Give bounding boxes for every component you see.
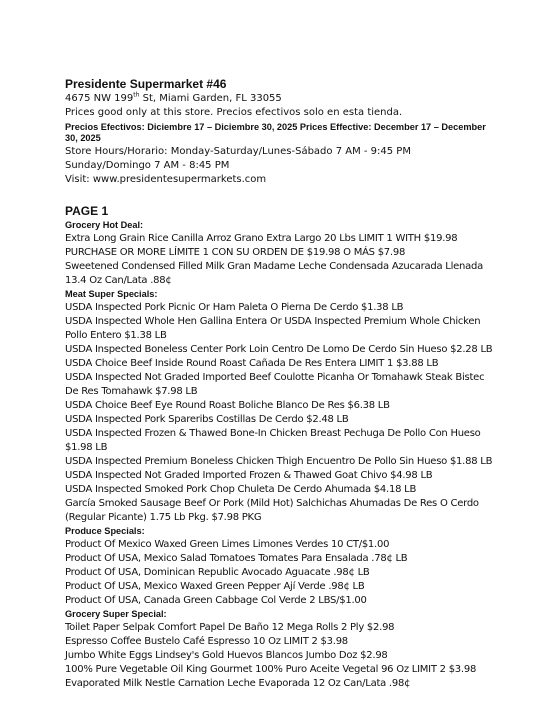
deal-item: USDA Inspected Frozen & Thawed Bone-In Chicken Breast Pechuga De Pollo Con Hueso $1.98 LB bbox=[65, 428, 481, 453]
store-name: Presidente Supermarket #46 bbox=[65, 77, 227, 91]
deal-item: Product Of USA, Mexico Waxed Green Pepper Ají Verde .98¢ LB bbox=[65, 581, 365, 592]
store-address bbox=[65, 92, 495, 106]
address-street-number: 4675 NW 199 bbox=[65, 93, 134, 104]
section-heading: Produce Specials: bbox=[65, 526, 145, 536]
store-hours: Store Hours/Horario: Monday-Saturday/Lunes-Sábado 7 AM - 9:45 PM Sunday/Domingo 7 AM - 8:45 PM bbox=[65, 146, 411, 171]
deal-item: Product Of USA, Mexico Salad Tomatoes Tomates Para Ensalada .78¢ LB bbox=[65, 553, 408, 564]
deal-item: 100% Pure Vegetable Oil King Gourmet 100% Puro Aceite Vegetal 96 Oz LIMIT 2 $3.98 bbox=[65, 664, 477, 675]
address-ordinal-suffix: th bbox=[133, 91, 140, 99]
deal-item: Evaporated Milk Nestle Carnation Leche Evaporada 12 Oz Can/Lata .98¢ bbox=[65, 678, 411, 689]
deal-item: USDA Inspected Whole Hen Gallina Entera Or USDA Inspected Premium Whole Chicken Pollo Entero $1.38 LB bbox=[65, 316, 481, 341]
deal-item: USDA Inspected Not Graded Imported Frozen & Thawed Goat Chivo $4.98 LB bbox=[65, 470, 433, 481]
deal-item: USDA Inspected Premium Boneless Chicken Thigh Encuentro De Pollo Sin Hueso $1.88 LB bbox=[65, 456, 493, 467]
deal-item: Espresso Coffee Bustelo Café Espresso 10 Oz LIMIT 2 $3.98 bbox=[65, 636, 348, 647]
store-website: Visit: www.presidentesupermarkets.com bbox=[65, 174, 267, 185]
section-heading: Meat Super Specials: bbox=[65, 289, 158, 299]
deal-sections bbox=[65, 220, 495, 691]
section-heading: Grocery Super Special: bbox=[65, 609, 167, 619]
deal-item: Extra Long Grain Rice Canilla Arroz Grano Extra Largo 20 Lbs LIMIT 1 WITH $19.98 PURCHASE OR MORE LÍMITE 1 CON SU ORDEN DE $19.98 O MÁS $7.98 bbox=[65, 233, 458, 258]
deal-item: USDA Inspected Not Graded Imported Beef Coulotte Picanha Or Tomahawk Steak Bistec De Res Tomahawk $7.98 LB bbox=[65, 372, 485, 397]
deal-item: USDA Inspected Pork Spareribs Costillas De Cerdo $2.48 LB bbox=[65, 414, 349, 425]
deal-item: Product Of USA, Dominican Republic Avocado Aguacate .98¢ LB bbox=[65, 567, 370, 578]
deal-item: USDA Choice Beef Eye Round Roast Boliche Blanco De Res $6.38 LB bbox=[65, 400, 390, 411]
page-heading: PAGE 1 bbox=[65, 204, 109, 218]
section-heading: Grocery Hot Deal: bbox=[65, 220, 144, 230]
deal-item: Product Of Mexico Waxed Green Limes Limones Verdes 10 CT/$1.00 bbox=[65, 539, 390, 550]
store-notice: Prices good only at this store. Precios efectivos solo en esta tienda. bbox=[65, 107, 403, 118]
effective-dates: Precios Efectivos: Diciembre 17 – Diciembre 30, 2025 Prices Effective: December 17 – December 30, 2025 bbox=[65, 122, 486, 143]
deal-section bbox=[65, 220, 495, 288]
deal-item: USDA Choice Beef Inside Round Roast Cañada De Res Entera LIMIT 1 $3.88 LB bbox=[65, 358, 439, 369]
deal-item: Jumbo White Eggs Lindsey's Gold Huevos Blancos Jumbo Doz $2.98 bbox=[65, 650, 388, 661]
deal-section bbox=[65, 609, 495, 691]
address-rest: St, Miami Garden, FL 33055 bbox=[139, 93, 282, 104]
deal-item: Toilet Paper Selpak Comfort Papel De Baño 12 Mega Rolls 2 Ply $2.98 bbox=[65, 622, 395, 633]
deal-section bbox=[65, 526, 495, 608]
deal-item: USDA Inspected Boneless Center Pork Loin Centro De Lomo De Cerdo Sin Hueso $2.28 LB bbox=[65, 344, 493, 355]
deal-item: Product Of USA, Canada Green Cabbage Col Verde 2 LBS/$1.00 bbox=[65, 595, 367, 606]
deal-item: USDA Inspected Smoked Pork Chop Chuleta De Cerdo Ahumada $4.18 LB bbox=[65, 484, 417, 495]
deal-item: USDA Inspected Pork Picnic Or Ham Paleta O Pierna De Cerdo $1.38 LB bbox=[65, 302, 404, 313]
deal-section bbox=[65, 289, 495, 525]
content-column bbox=[65, 77, 495, 691]
deal-item: Sweetened Condensed Filled Milk Gran Madame Leche Condensada Azucarada Llenada 13.4 Oz Can/Lata .88¢ bbox=[65, 261, 483, 286]
deal-item: García Smoked Sausage Beef Or Pork (Mild Hot) Salchichas Ahumadas De Res O Cerdo (Regular Picante) 1.75 Lb Pkg. $7.98 PKG bbox=[65, 498, 479, 523]
